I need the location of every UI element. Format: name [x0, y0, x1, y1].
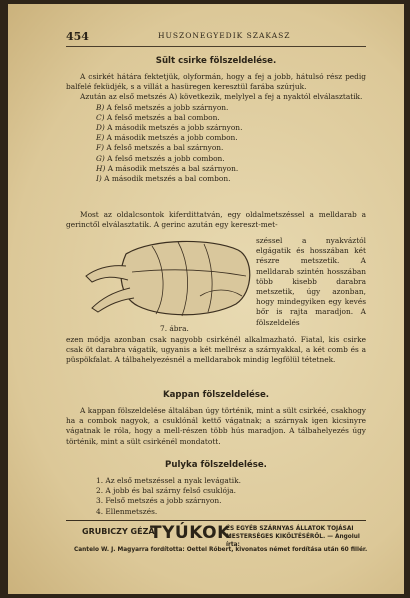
cut-letter: F)	[96, 143, 107, 153]
cuts-list	[66, 103, 366, 185]
running-title: HUSZONEGYEDIK SZAKASZ	[158, 31, 291, 40]
cut-item	[96, 174, 366, 184]
cut-text: A második metszés a bal combon.	[104, 174, 231, 184]
paragraph-intro: A csirkét hátára fektetjük, olyformán, hogy a fej a jobb, hátulsó rész pedig balfelé feküdjék, s a villát a hasüregen keresztül farába szúrjuk.	[66, 72, 366, 92]
paragraph-continuation: ezen módja azonban csak nagyobb csirkénél alkalmazható. Fiatal, kis csirke csak öt darabra vágatik, ugyanis a két mellrész a szárnyakkal, a két comb és a püspökfalat. A tálbahelyezésnél a melldarabok mindig legfölül tétetnek.	[66, 335, 366, 365]
page-header	[66, 30, 366, 44]
cut-letter: B)	[96, 102, 107, 112]
cut-item	[96, 103, 366, 113]
ad-translator-line: Cantelo W. J. Magyarra fordította: Oettel Róbert, kivonatos német fordítása után 60 fillér.	[74, 547, 368, 553]
cut-text: A felső metszés a jobb szárnyon.	[106, 102, 229, 112]
step-item: 2. A jobb és bal szárny felső csuklója.	[96, 486, 237, 496]
section-title-pulyka: Pulyka fölszeldelése.	[165, 460, 267, 470]
cut-letter: H)	[96, 163, 108, 173]
cut-item	[96, 154, 366, 164]
section-title-kappan: Kappan fölszeldelése.	[162, 390, 270, 400]
page-number: 454	[66, 30, 89, 43]
section2-body	[66, 406, 366, 447]
advertisement	[66, 520, 366, 563]
cut-text: A felső metszés a jobb combon.	[107, 153, 225, 163]
cut-text: A felső metszés a bal combon.	[106, 112, 220, 122]
figure-leg	[92, 288, 134, 312]
cut-text: A második metszés a jobb szárnyon.	[107, 123, 243, 133]
cut-text: A második metszés a jobb combon.	[106, 133, 238, 143]
cut-item	[96, 133, 366, 143]
cut-item	[96, 113, 366, 123]
cut-letter: C)	[96, 112, 107, 122]
paragraph-after-list-top	[66, 210, 366, 230]
section3-body	[66, 476, 366, 517]
cut-letter: G)	[96, 153, 108, 163]
section1-body	[66, 72, 366, 184]
chicken-figure	[82, 236, 254, 322]
cut-letter: E)	[96, 133, 107, 143]
paragraph-first-cut: Azután az első metszés A) következik, melylyel a fej a nyaktól elválasztatik.	[80, 92, 363, 102]
figure-caption: 7. ábra.	[160, 324, 189, 333]
section-title-csirke: Sült csirke fölszeldelése.	[155, 56, 277, 66]
cut-item	[96, 143, 366, 153]
step-item: 1. Az első metszéssel a nyak levágatik.	[96, 476, 241, 485]
ad-title: TYÚKOK	[150, 523, 231, 543]
step-item: 3. Felső metszés a jobb szárnyon.	[96, 496, 222, 506]
wrapped-text-column: széssel a nyakváztól elgágatik és hosszában két részre metszetik. A melldarab szintén hosszában több kisebb darabra metszetik, úgy azonban, hogy mindegyiken egy kevés bőr is rajta maradjon. A fölszeldelés	[256, 236, 366, 327]
ad-description: ÉS EGYÉB SZÁRNYAS ÁLLATOK TOJÁSAI MESTERSÉGES KIKÖLTÉSÉRŐL. — Angolul írta:	[226, 526, 360, 548]
cut-letter: D)	[96, 123, 108, 133]
cut-item	[96, 164, 366, 174]
cut-text: A második metszés a bal szárnyon.	[107, 163, 239, 173]
step-item: 4. Ellenmetszés.	[96, 506, 158, 516]
ad-author: GRUBICZY GÉZA	[82, 527, 155, 536]
header-rule	[66, 46, 366, 47]
paragraph-after-list: Most az oldalcsontok kiferdittatván, egy oldalmetszéssel a melldarab a gerinctől elválasztatik. A gerinc azután egy kereszt-met-	[66, 210, 366, 230]
cut-letter: I)	[96, 174, 105, 184]
book-page	[8, 4, 404, 594]
steps-list	[66, 476, 366, 517]
cut-item	[96, 123, 366, 133]
paragraph-kappan: A kappan fölszeldelése általában úgy történik, mint a sült csirkéé, csakhogy ha a combok nagyok, a csuklónál kettő vágatnak; a szárnyak igen kicsinyre vágatnak le róla, hogy a mell-részen több hús maradjon. A tálbahelyezés úgy történik, mint a sült csirkénél mondatott.	[66, 406, 366, 446]
cut-text: A felső metszés a bal szárnyon.	[106, 143, 224, 153]
section1-continuation	[66, 335, 366, 366]
